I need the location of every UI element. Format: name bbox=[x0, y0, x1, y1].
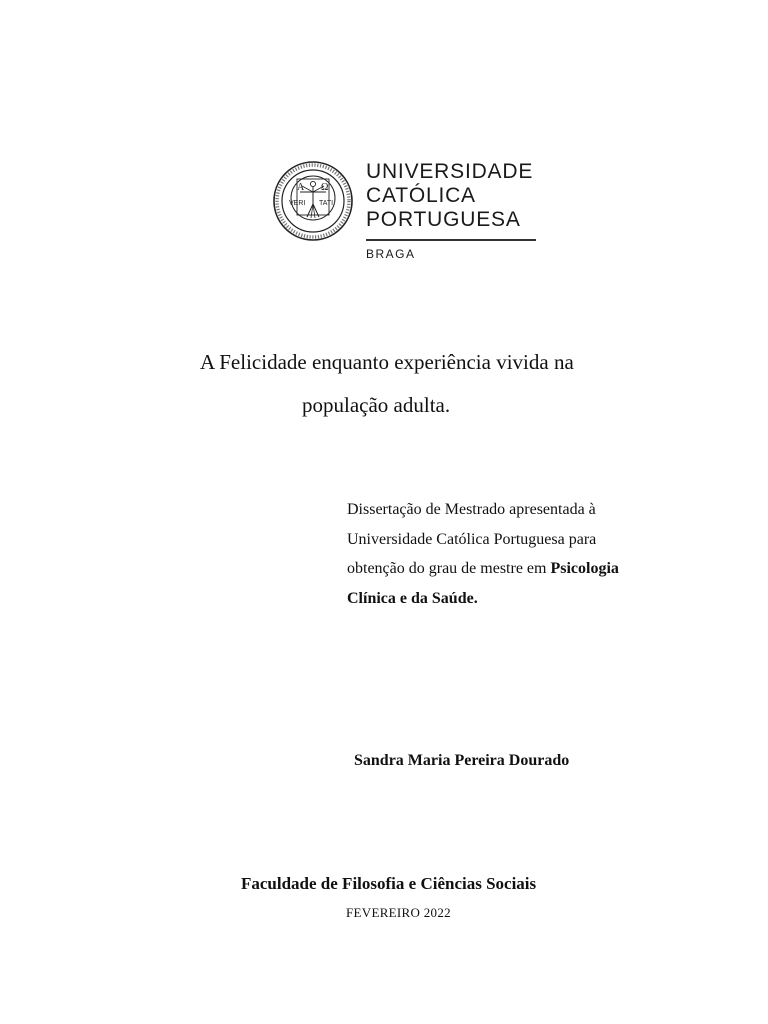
motto-right-label: TATI bbox=[319, 200, 334, 207]
alpha-label: A bbox=[297, 182, 305, 193]
university-name-line1: UNIVERSIDADE bbox=[366, 160, 534, 183]
faculty-name: Faculdade de Filosofia e Ciências Sociais bbox=[241, 874, 537, 893]
university-name bbox=[366, 160, 533, 232]
motto-left-label: VERI bbox=[289, 200, 306, 207]
university-name-line3: PORTUGUESA bbox=[366, 208, 521, 231]
campus-label: BRAGA bbox=[366, 247, 416, 261]
omega-label: Ω bbox=[321, 182, 329, 193]
dissertation-line2: Universidade Católica Portuguesa para bbox=[347, 530, 597, 548]
degree-name-part2: Clínica e da Saúde. bbox=[347, 589, 478, 607]
dissertation-line4 bbox=[347, 584, 677, 614]
dissertation-line1: Dissertação de Mestrado apresentada à bbox=[347, 501, 596, 518]
dissertation-statement bbox=[347, 495, 677, 613]
vitruvian-seal-icon bbox=[272, 160, 354, 242]
dissertation-line3-prefix: obtenção do grau de mestre em bbox=[347, 560, 551, 577]
logo-divider bbox=[366, 239, 536, 241]
university-name-line2: CATÓLICA bbox=[366, 184, 476, 207]
university-logo bbox=[272, 158, 542, 268]
thesis-title-line1: A Felicidade enquanto experiência vivida na bbox=[200, 350, 574, 374]
thesis-title-line2: população adulta. bbox=[302, 393, 451, 417]
degree-name-part1: Psicologia bbox=[550, 560, 619, 577]
dissertation-line3 bbox=[347, 554, 677, 584]
author-name: Sandra Maria Pereira Dourado bbox=[354, 752, 570, 769]
submission-date: FEVEREIRO 2022 bbox=[346, 905, 451, 920]
